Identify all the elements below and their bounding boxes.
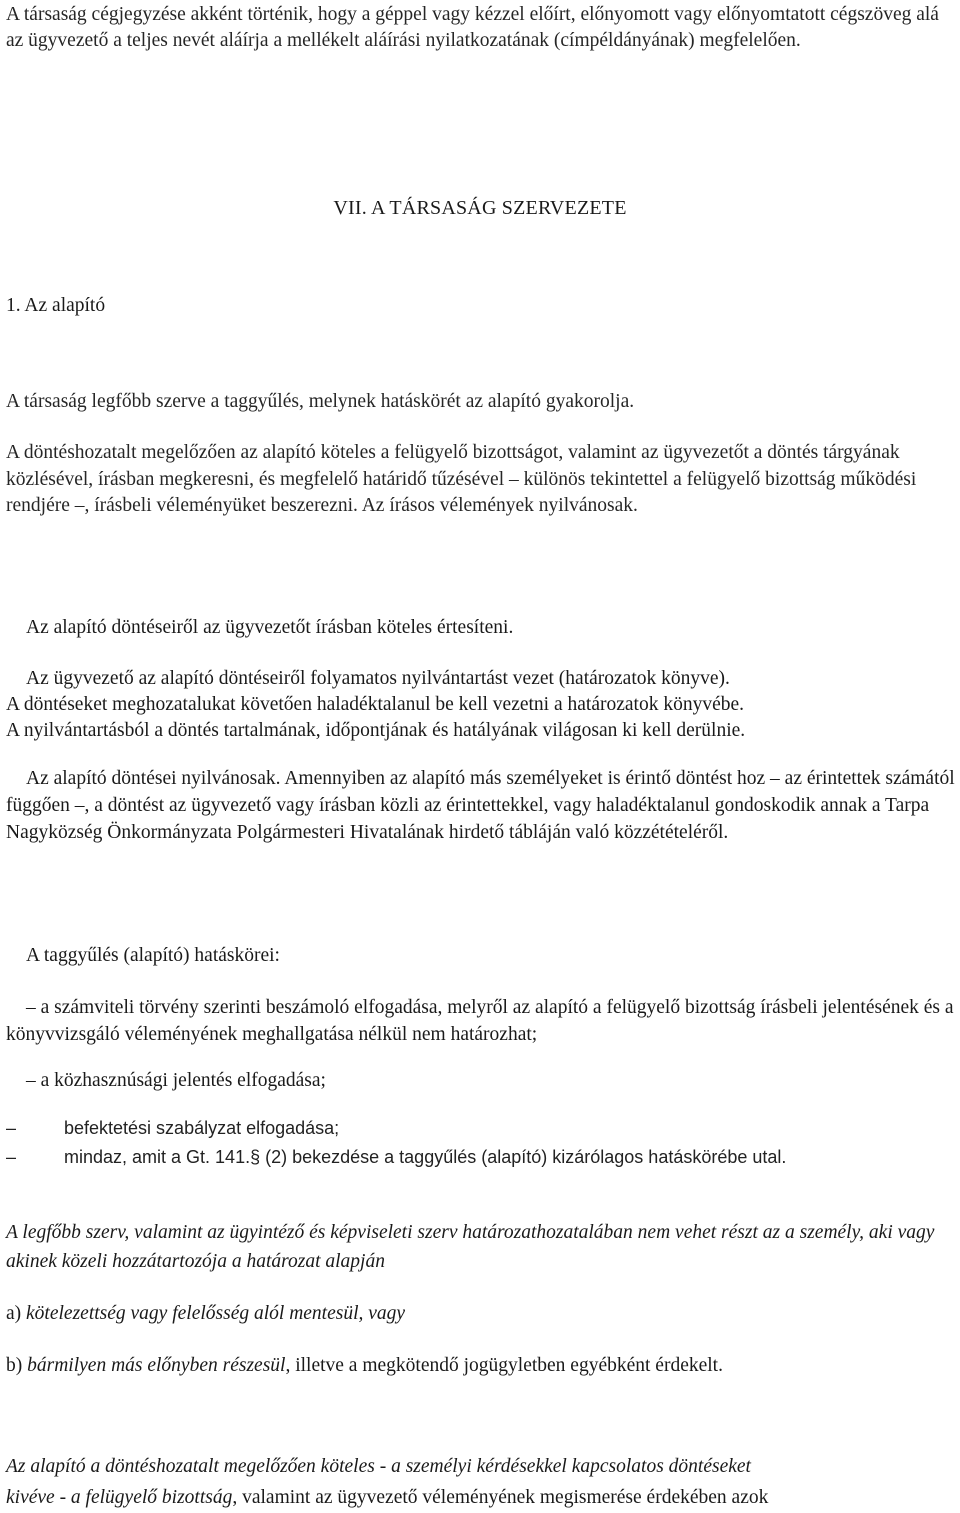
conflict-item-a-prefix: a) bbox=[6, 1303, 22, 1324]
conflict-item-a-text: kötelezettség vagy felelősség alól mentesül, vagy bbox=[26, 1303, 406, 1324]
register-line-2: A döntéseket meghozatalukat követően haladéktalanul be kell vezetni a határozatok könyvébe. bbox=[6, 694, 745, 715]
conflict-paragraph: A legfőbb szerv, valamint az ügyintéző és képviseleti szerv határozathozatalában nem vehet részt az a személy, aki vagy akinek közeli hozzátartozója a határozat alapján bbox=[6, 1222, 935, 1272]
conflict-item-a bbox=[6, 1301, 958, 1327]
conflict-item-b bbox=[6, 1353, 958, 1379]
supreme-body-paragraph: A társaság legfőbb szerve a taggyűlés, melynek hatáskörét az alapító gyakorolja. bbox=[6, 391, 635, 412]
final-line-2 bbox=[6, 1485, 958, 1511]
conflict-item-b-text-1: bármilyen más előnyben részesül bbox=[27, 1355, 286, 1376]
power-item-2-text: a közhasznúsági jelentés elfogadása; bbox=[40, 1070, 326, 1091]
power-item-3-text: befektetési szabályzat elfogadása; bbox=[64, 1118, 340, 1138]
final-line-2a: kivéve - a felügyelő bizottság bbox=[6, 1487, 233, 1508]
power-item-1-text: a számviteli törvény szerinti beszámoló elfogadása, melyről az alapító a felügyelő bizottság írásbeli jelentésének és a könyvvizsgáló véleményének meghallgatása nélkül nem határozhat; bbox=[6, 997, 954, 1045]
notify-paragraph: Az alapító döntéseiről az ügyvezetőt írásban köteles értesíteni. bbox=[26, 617, 514, 638]
intro-paragraph: A társaság cégjegyzése akként történik, hogy a géppel vagy kézzel előírt, előnyomott vagy előnyomtatott cégszöveg alá az ügyvezető a teljes nevét aláírja a mellékelt aláírási nyilatkozatának (címpéldányának) megfelelően. bbox=[6, 4, 939, 51]
dash-marker: – bbox=[26, 1070, 36, 1091]
conflict-item-b-text-3: . bbox=[718, 1355, 723, 1376]
public-decisions-paragraph: Az alapító döntései nyilvánosak. Amennyiben az alapító más személyeket is érintő döntést hoz – az érintettek számától függően –, a döntést az ügyvezető vagy írásban közli az érintettekkel, vagy haladéktalanul gondoskodik annak a Tarpa Nagyközség Önkormányzata Polgármesteri Hivatalának hirdető tábláján való közzétételéről. bbox=[6, 768, 955, 843]
decision-paragraph: A döntéshozatalt megelőzően az alapító köteles a felügyelő bizottságot, valamint az ügyvezetőt a döntés tárgyának közlésével, írásban megkeresni, és megfelelő határidő tűzésével – különös tekintettel a felügyelő bizottság működési rendjére –, írásbeli véleményüket beszerezni. Az írásos vélemények nyilvánosak. bbox=[6, 442, 917, 516]
dash-marker: – bbox=[6, 1147, 17, 1167]
subheading: 1. Az alapító bbox=[6, 295, 106, 316]
dash-marker: – bbox=[6, 1118, 17, 1138]
dash-marker: – bbox=[26, 997, 36, 1018]
register-line-1: Az ügyvezető az alapító döntéseiről folyamatos nyilvántartást vezet (határozatok könyve). bbox=[26, 668, 730, 689]
power-item-2 bbox=[26, 1068, 958, 1094]
register-line-3: A nyilvántartásból a döntés tartalmának, időpontjának és hatályának világosan ki kell derülnie. bbox=[6, 720, 746, 741]
conflict-item-b-text-2: , illetve a megkötendő jogügyletben egyébként érdekelt bbox=[285, 1355, 719, 1376]
powers-heading: A taggyűlés (alapító) hatáskörei: bbox=[26, 945, 280, 966]
conflict-item-b-prefix: b) bbox=[6, 1355, 23, 1376]
power-item-1 bbox=[6, 995, 958, 1049]
final-line-2b: , valamint az ügyvezető véleményének megismerése érdekében azok bbox=[232, 1487, 769, 1508]
power-item-4-text: mindaz, amit a Gt. 141.§ (2) bekezdése a taggyűlés (alapító) kizárólagos hatáskörébe utal. bbox=[64, 1147, 787, 1167]
final-line-1: Az alapító a döntéshozatalt megelőzően köteles - a személyi kérdésekkel kapcsolatos döntéseket bbox=[6, 1456, 751, 1477]
section-heading: VII. A TÁRSASÁG SZERVEZETE bbox=[333, 197, 627, 219]
